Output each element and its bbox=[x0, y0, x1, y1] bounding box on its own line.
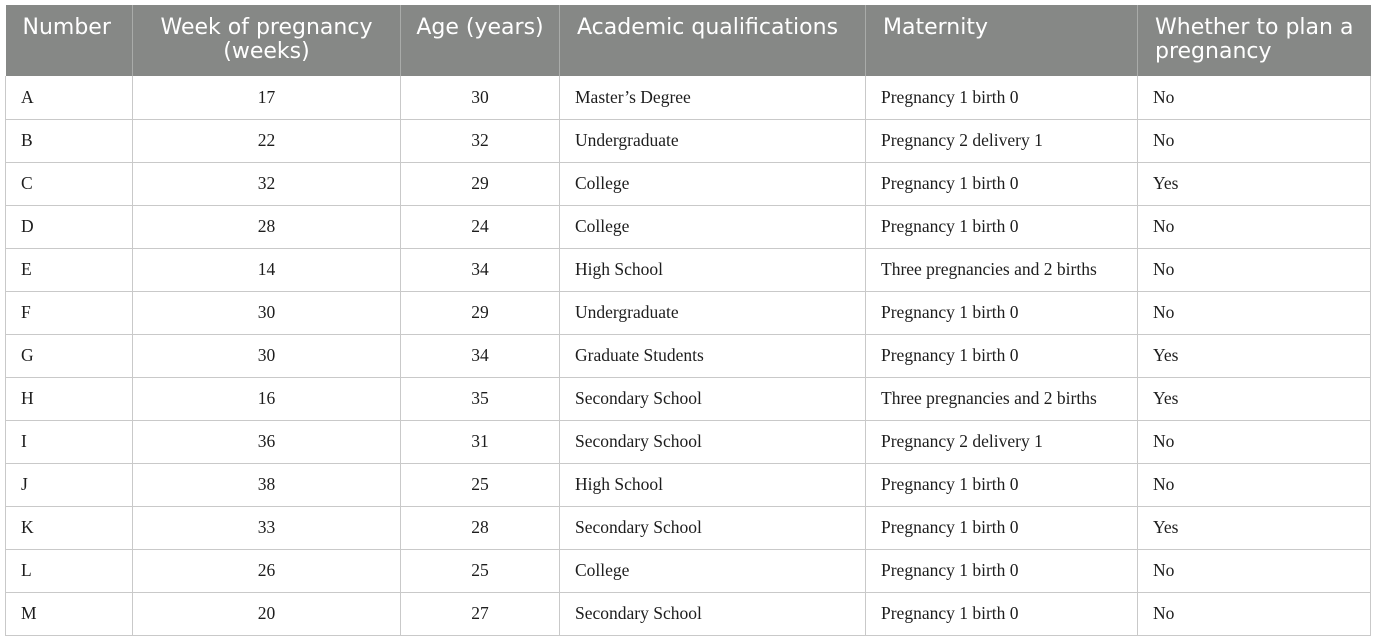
header-age: Age (years) bbox=[401, 5, 560, 76]
cell-week-of-pregnancy: 33 bbox=[133, 506, 401, 549]
cell-age: 31 bbox=[401, 420, 560, 463]
cell-number: B bbox=[6, 119, 133, 162]
cell-maternity: Pregnancy 1 birth 0 bbox=[866, 76, 1138, 119]
cell-number: L bbox=[6, 549, 133, 592]
cell-age: 28 bbox=[401, 506, 560, 549]
table-header bbox=[6, 5, 1371, 76]
cell-maternity: Pregnancy 2 delivery 1 bbox=[866, 119, 1138, 162]
cell-week-of-pregnancy: 14 bbox=[133, 248, 401, 291]
cell-age: 35 bbox=[401, 377, 560, 420]
cell-academic-qualifications: High School bbox=[560, 248, 866, 291]
cell-age: 30 bbox=[401, 76, 560, 119]
cell-age: 25 bbox=[401, 549, 560, 592]
cell-academic-qualifications: Secondary School bbox=[560, 506, 866, 549]
header-maternity: Maternity bbox=[866, 5, 1138, 76]
cell-age: 34 bbox=[401, 248, 560, 291]
cell-academic-qualifications: College bbox=[560, 162, 866, 205]
cell-plan-pregnancy: No bbox=[1138, 205, 1371, 248]
cell-plan-pregnancy: No bbox=[1138, 291, 1371, 334]
cell-academic-qualifications: College bbox=[560, 549, 866, 592]
cell-week-of-pregnancy: 36 bbox=[133, 420, 401, 463]
cell-number: C bbox=[6, 162, 133, 205]
cell-week-of-pregnancy: 28 bbox=[133, 205, 401, 248]
header-row bbox=[6, 5, 1371, 76]
header-academic-qualifications: Academic qualifications bbox=[560, 5, 866, 76]
cell-plan-pregnancy: Yes bbox=[1138, 506, 1371, 549]
cell-week-of-pregnancy: 30 bbox=[133, 291, 401, 334]
cell-maternity: Pregnancy 1 birth 0 bbox=[866, 506, 1138, 549]
table-body bbox=[6, 76, 1371, 635]
cell-week-of-pregnancy: 30 bbox=[133, 334, 401, 377]
cell-plan-pregnancy: No bbox=[1138, 592, 1371, 635]
cell-maternity: Three pregnancies and 2 births bbox=[866, 377, 1138, 420]
cell-academic-qualifications: Secondary School bbox=[560, 420, 866, 463]
table-row bbox=[6, 420, 1371, 463]
header-number: Number bbox=[6, 5, 133, 76]
table-row bbox=[6, 463, 1371, 506]
cell-number: H bbox=[6, 377, 133, 420]
header-week-of-pregnancy: Week of pregnancy (weeks) bbox=[133, 5, 401, 76]
cell-plan-pregnancy: No bbox=[1138, 76, 1371, 119]
cell-maternity: Pregnancy 1 birth 0 bbox=[866, 592, 1138, 635]
cell-number: D bbox=[6, 205, 133, 248]
cell-academic-qualifications: Undergraduate bbox=[560, 119, 866, 162]
cell-academic-qualifications: Secondary School bbox=[560, 592, 866, 635]
cell-week-of-pregnancy: 16 bbox=[133, 377, 401, 420]
cell-age: 29 bbox=[401, 291, 560, 334]
cell-maternity: Pregnancy 1 birth 0 bbox=[866, 549, 1138, 592]
cell-number: M bbox=[6, 592, 133, 635]
cell-age: 34 bbox=[401, 334, 560, 377]
table-row bbox=[6, 76, 1371, 119]
table-row bbox=[6, 377, 1371, 420]
cell-plan-pregnancy: Yes bbox=[1138, 377, 1371, 420]
cell-age: 27 bbox=[401, 592, 560, 635]
cell-maternity: Three pregnancies and 2 births bbox=[866, 248, 1138, 291]
header-plan-pregnancy: Whether to plan a pregnancy bbox=[1155, 15, 1354, 64]
cell-plan-pregnancy: No bbox=[1138, 420, 1371, 463]
cell-plan-pregnancy: No bbox=[1138, 248, 1371, 291]
cell-number: F bbox=[6, 291, 133, 334]
cell-plan-pregnancy: Yes bbox=[1138, 334, 1371, 377]
cell-academic-qualifications: Secondary School bbox=[560, 377, 866, 420]
cell-academic-qualifications: Graduate Students bbox=[560, 334, 866, 377]
cell-academic-qualifications: Undergraduate bbox=[560, 291, 866, 334]
cell-maternity: Pregnancy 1 birth 0 bbox=[866, 162, 1138, 205]
cell-number: G bbox=[6, 334, 133, 377]
cell-number: A bbox=[6, 76, 133, 119]
table-row bbox=[6, 334, 1371, 377]
cell-week-of-pregnancy: 38 bbox=[133, 463, 401, 506]
cell-plan-pregnancy: No bbox=[1138, 119, 1371, 162]
cell-plan-pregnancy: No bbox=[1138, 549, 1371, 592]
table-row bbox=[6, 162, 1371, 205]
cell-maternity: Pregnancy 2 delivery 1 bbox=[866, 420, 1138, 463]
cell-maternity: Pregnancy 1 birth 0 bbox=[866, 291, 1138, 334]
cell-age: 25 bbox=[401, 463, 560, 506]
cell-academic-qualifications: Master’s Degree bbox=[560, 76, 866, 119]
cell-number: K bbox=[6, 506, 133, 549]
cell-plan-pregnancy: No bbox=[1138, 463, 1371, 506]
cell-age: 29 bbox=[401, 162, 560, 205]
cell-plan-pregnancy: Yes bbox=[1138, 162, 1371, 205]
cell-week-of-pregnancy: 32 bbox=[133, 162, 401, 205]
cell-week-of-pregnancy: 20 bbox=[133, 592, 401, 635]
cell-maternity: Pregnancy 1 birth 0 bbox=[866, 334, 1138, 377]
cell-academic-qualifications: College bbox=[560, 205, 866, 248]
cell-academic-qualifications: High School bbox=[560, 463, 866, 506]
cell-number: J bbox=[6, 463, 133, 506]
cell-number: I bbox=[6, 420, 133, 463]
cell-maternity: Pregnancy 1 birth 0 bbox=[866, 205, 1138, 248]
table-row bbox=[6, 506, 1371, 549]
cell-maternity: Pregnancy 1 birth 0 bbox=[866, 463, 1138, 506]
table-row bbox=[6, 592, 1371, 635]
cell-age: 32 bbox=[401, 119, 560, 162]
cell-week-of-pregnancy: 22 bbox=[133, 119, 401, 162]
cell-number: E bbox=[6, 248, 133, 291]
cell-age: 24 bbox=[401, 205, 560, 248]
cell-week-of-pregnancy: 26 bbox=[133, 549, 401, 592]
table-row bbox=[6, 119, 1371, 162]
table-row bbox=[6, 291, 1371, 334]
table-row bbox=[6, 248, 1371, 291]
table-row bbox=[6, 549, 1371, 592]
table-row bbox=[6, 205, 1371, 248]
participant-table bbox=[5, 5, 1371, 636]
cell-week-of-pregnancy: 17 bbox=[133, 76, 401, 119]
